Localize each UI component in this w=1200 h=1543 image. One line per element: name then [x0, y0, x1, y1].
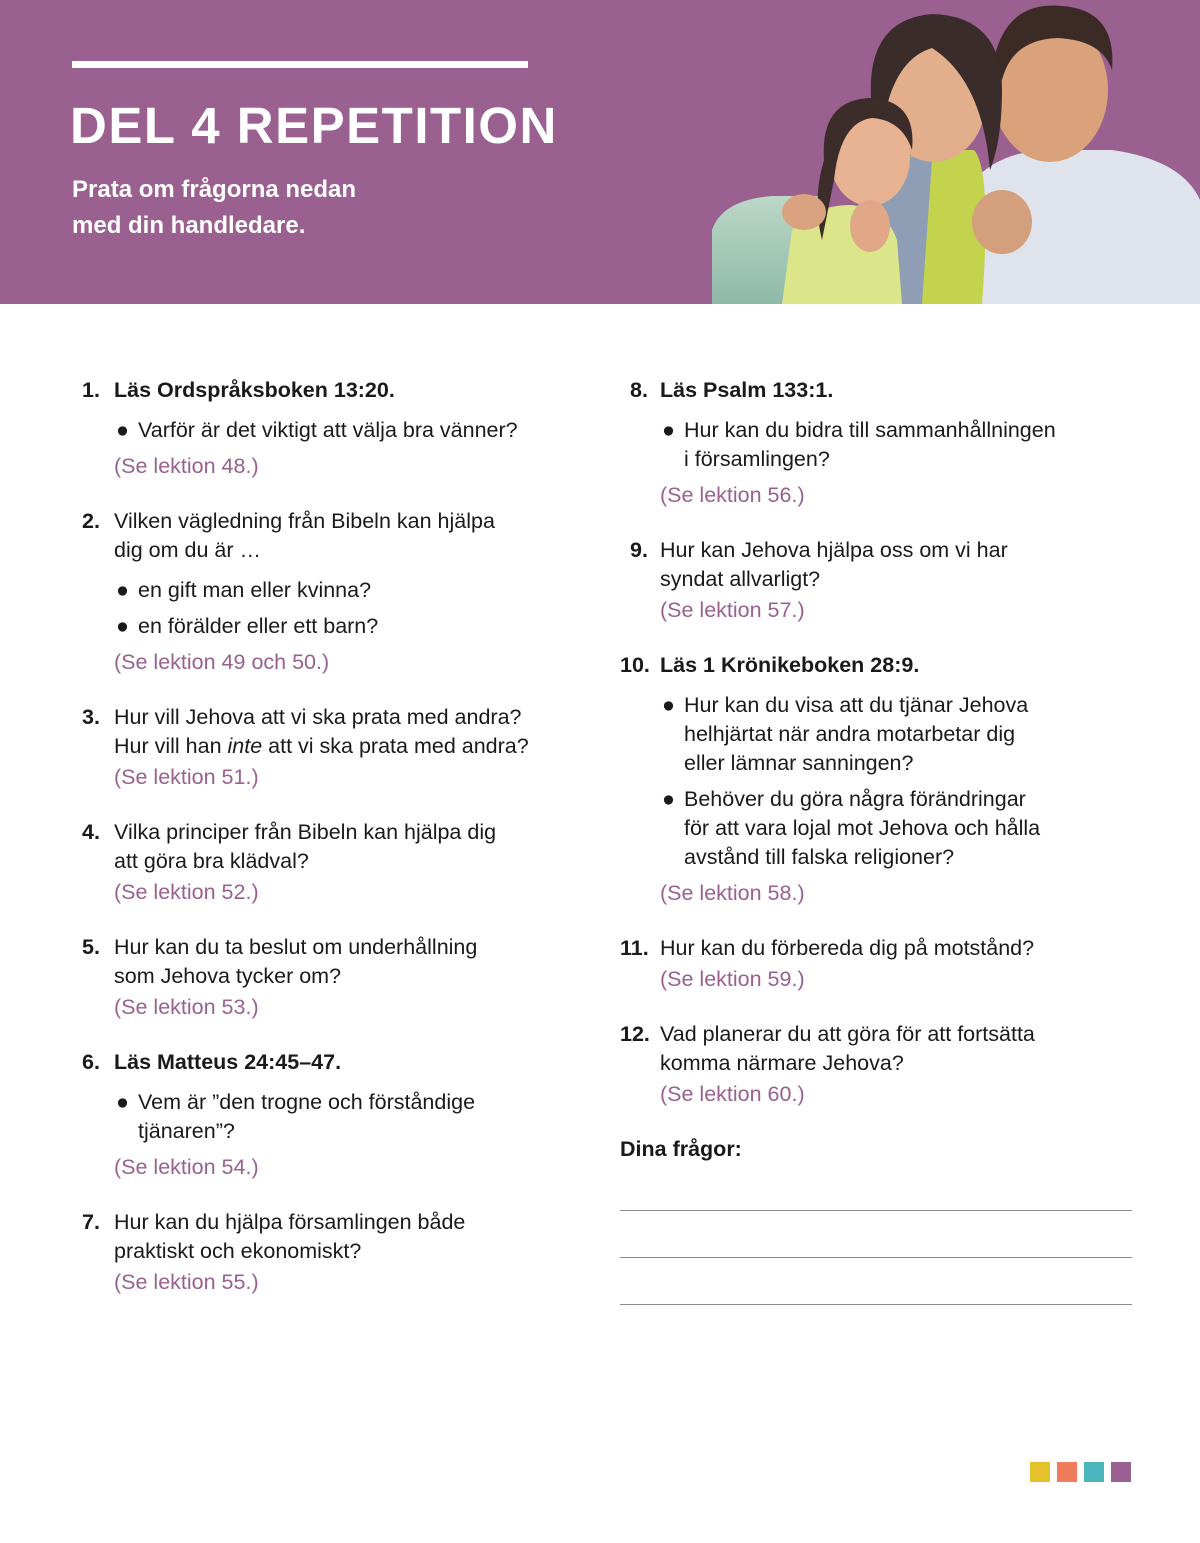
question-text	[114, 703, 582, 761]
question-7	[82, 1208, 582, 1297]
question-number: 10.	[620, 653, 650, 677]
bullet-item	[114, 416, 582, 445]
bullet-line: i församlingen?	[684, 447, 830, 471]
lesson-reference: (Se lektion 48.)	[114, 454, 259, 478]
question-1	[82, 376, 582, 481]
color-square-teal	[1084, 1462, 1104, 1482]
bullet-icon: ●	[662, 693, 675, 717]
question-line: Hur kan du ta beslut om underhållning	[114, 935, 478, 959]
bullet-item	[114, 612, 582, 641]
bullet-line: Hur kan du visa att du tjänar Jehova	[684, 693, 1029, 717]
subtitle-line: med din handledare.	[72, 212, 306, 239]
question-8	[620, 376, 1140, 510]
bullet-icon: ●	[116, 418, 129, 442]
bullet-line: Behöver du göra några förändringar	[684, 787, 1026, 811]
bullet-line: eller lämnar sanningen?	[684, 751, 914, 775]
color-square-yellow	[1030, 1462, 1050, 1482]
questions-left-column	[82, 376, 582, 1297]
question-text	[114, 933, 582, 991]
bullet-list	[660, 691, 1140, 872]
question-line: Vilka principer från Bibeln kan hjälpa dig	[114, 820, 497, 844]
question-4	[82, 818, 582, 907]
bullet-item	[660, 785, 1140, 872]
header-rule	[72, 61, 528, 68]
bullet-icon: ●	[116, 578, 129, 602]
question-text	[114, 1048, 582, 1077]
header-banner	[0, 0, 1200, 304]
question-6	[82, 1048, 582, 1182]
question-text	[660, 536, 1140, 594]
lesson-reference: (Se lektion 52.)	[114, 880, 259, 904]
question-number: 5.	[82, 935, 100, 959]
family-praying-illustration	[712, 0, 1200, 304]
question-line: syndat allvarligt?	[660, 567, 821, 591]
question-line: Läs 1 Krönikeboken 28:9.	[660, 653, 920, 677]
page-subtitle	[72, 172, 472, 244]
question-line: Vilken vägledning från Bibeln kan hjälpa	[114, 509, 495, 533]
bullet-item	[660, 416, 1140, 474]
subtitle-line: Prata om frågorna nedan	[72, 176, 357, 203]
question-text	[660, 651, 1140, 680]
bullet-line: helhjärtat när andra motarbetar dig	[684, 722, 1016, 746]
lesson-reference: (Se lektion 56.)	[660, 483, 805, 507]
question-5	[82, 933, 582, 1022]
bullet-line: Varför är det viktigt att välja bra vänner?	[138, 418, 518, 442]
bullet-icon: ●	[116, 1090, 129, 1114]
question-number: 12.	[620, 1022, 650, 1046]
question-number: 2.	[82, 509, 100, 533]
question-line: att göra bra klädval?	[114, 849, 309, 873]
lesson-reference: (Se lektion 49 och 50.)	[114, 650, 330, 674]
bullet-icon: ●	[662, 787, 675, 811]
question-line: Läs Matteus 24:45–47.	[114, 1050, 342, 1074]
question-line: komma närmare Jehova?	[660, 1051, 904, 1075]
bullet-list	[114, 1088, 582, 1146]
question-text	[114, 376, 582, 405]
question-line: Hur vill Jehova att vi ska prata med andra?	[114, 705, 522, 729]
question-text	[660, 934, 1140, 963]
question-number: 4.	[82, 820, 100, 844]
lesson-reference: (Se lektion 59.)	[660, 967, 805, 991]
question-number: 8.	[630, 378, 648, 402]
question-number: 3.	[82, 705, 100, 729]
lesson-reference: (Se lektion 60.)	[660, 1082, 805, 1106]
questions-right-column	[620, 376, 1140, 1164]
question-line: Läs Psalm 133:1.	[660, 378, 834, 402]
question-text	[114, 818, 582, 876]
bullet-line: avstånd till falska religioner?	[684, 845, 955, 869]
question-2	[82, 507, 582, 677]
question-line: dig om du är …	[114, 538, 261, 562]
question-line: praktiskt och ekonomiskt?	[114, 1239, 362, 1263]
question-number: 7.	[82, 1210, 100, 1234]
answer-line[interactable]	[620, 1304, 1132, 1305]
answer-line[interactable]	[620, 1257, 1132, 1258]
question-number: 11.	[620, 936, 649, 960]
bullet-line: Vem är ”den trogne och förståndige	[138, 1090, 476, 1114]
lesson-reference: (Se lektion 55.)	[114, 1270, 259, 1294]
question-line: som Jehova tycker om?	[114, 964, 342, 988]
question-12	[620, 1020, 1140, 1109]
bullet-line: en gift man eller kvinna?	[138, 578, 372, 602]
emphasis-word: inte	[227, 734, 263, 758]
question-11	[620, 934, 1140, 994]
bullet-item	[114, 1088, 582, 1146]
question-line: Hur kan Jehova hjälpa oss om vi har	[660, 538, 1008, 562]
question-9	[620, 536, 1140, 625]
bullet-list	[660, 416, 1140, 474]
lesson-reference: (Se lektion 51.)	[114, 765, 259, 789]
question-line: Hur kan du hjälpa församlingen både	[114, 1210, 466, 1234]
question-line	[114, 732, 582, 761]
bullet-list	[114, 416, 582, 445]
question-number: 6.	[82, 1050, 100, 1074]
question-number: 9.	[630, 538, 648, 562]
lesson-reference: (Se lektion 58.)	[660, 881, 805, 905]
question-text	[660, 1020, 1140, 1078]
answer-line[interactable]	[620, 1210, 1132, 1211]
question-text	[114, 507, 582, 565]
bullet-line: för att vara lojal mot Jehova och hålla	[684, 816, 1041, 840]
color-square-purple	[1111, 1462, 1131, 1482]
bullet-list	[114, 576, 582, 641]
question-line: Hur kan du förbereda dig på motstånd?	[660, 936, 1035, 960]
bullet-line: tjänaren”?	[138, 1119, 235, 1143]
question-line: Vad planerar du att göra för att fortsätta	[660, 1022, 1035, 1046]
bullet-line: en förälder eller ett barn?	[138, 614, 379, 638]
page-title: DEL 4 REPETITION	[70, 97, 558, 154]
question-line: Läs Ordspråksboken 13:20.	[114, 378, 395, 402]
bullet-line: Hur kan du bidra till sammanhållningen	[684, 418, 1056, 442]
bullet-icon: ●	[662, 418, 675, 442]
question-3	[82, 703, 582, 792]
your-questions-label: Dina frågor:	[620, 1137, 742, 1161]
question-10	[620, 651, 1140, 908]
bullet-item	[114, 576, 582, 605]
question-text	[660, 376, 1140, 405]
lesson-reference: (Se lektion 53.)	[114, 995, 259, 1019]
lesson-reference: (Se lektion 57.)	[660, 598, 805, 622]
color-square-coral	[1057, 1462, 1077, 1482]
question-number: 1.	[82, 378, 100, 402]
question-text	[114, 1208, 582, 1266]
bullet-icon: ●	[116, 614, 129, 638]
bullet-item	[660, 691, 1140, 778]
question-line-part: att vi ska prata med andra?	[262, 734, 529, 758]
question-line-part: Hur vill han	[114, 734, 228, 758]
lesson-reference: (Se lektion 54.)	[114, 1155, 259, 1179]
